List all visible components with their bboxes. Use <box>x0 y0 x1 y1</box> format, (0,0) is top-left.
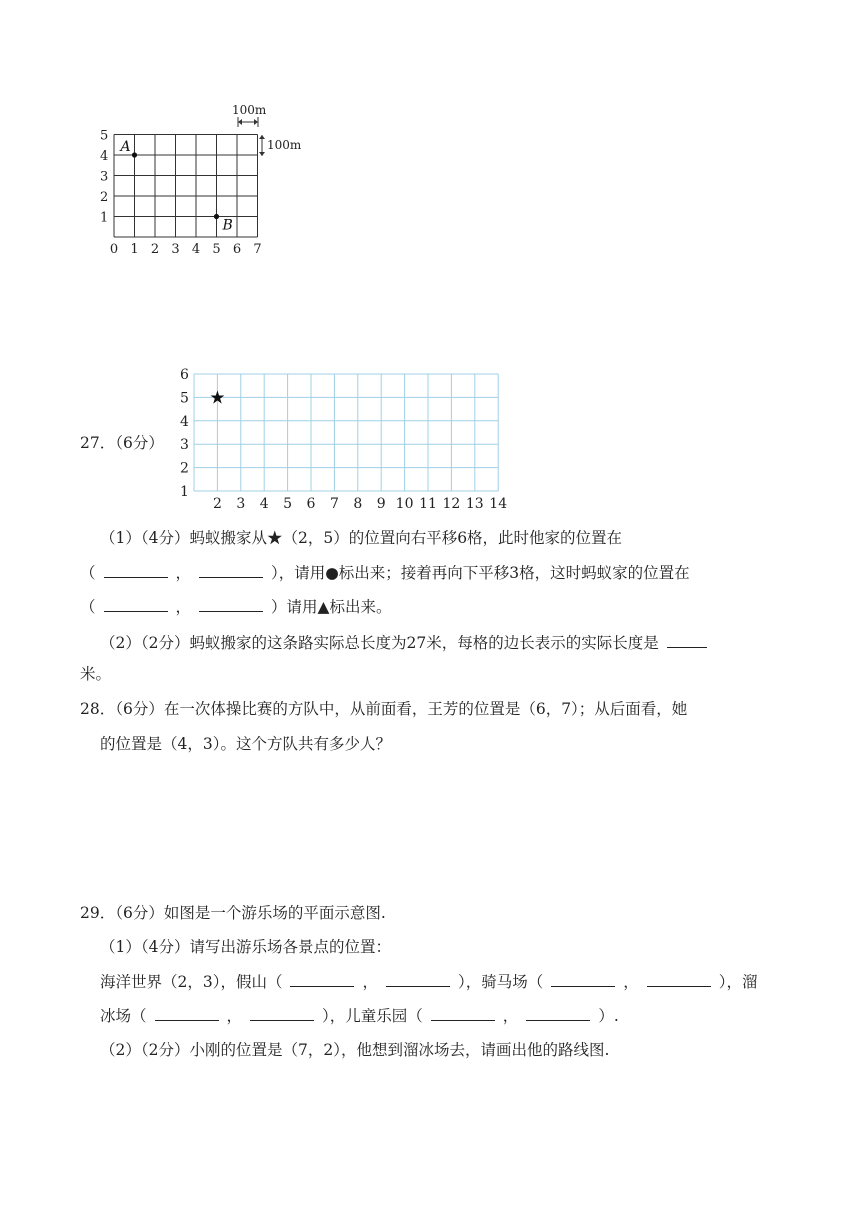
q27-p1-line2c: ），请用●标出来；接着再向下平移3格，这时蚂蚁家的位置在 <box>271 564 690 582</box>
q27-label: 27．（6分） <box>80 434 164 452</box>
q29-line3 <box>100 970 758 992</box>
q27-p1-line3c: ）请用▲标出来。 <box>271 598 392 616</box>
answer-blank-y1[interactable] <box>199 576 263 578</box>
fig1-x-tick: 0 <box>109 242 119 257</box>
q27-y-tick: 3 <box>180 437 189 454</box>
answer-blank-y2[interactable] <box>199 610 263 612</box>
q27-p2-line1 <box>100 631 715 653</box>
scale-h-label: 100m <box>232 103 267 117</box>
q29-line4d: ， <box>502 1007 519 1025</box>
q27-x-tick: 7 <box>329 496 339 512</box>
q27-p1-line2b: ， <box>175 564 192 582</box>
q29-line4a: 冰场（ <box>100 1007 147 1025</box>
scale-indicator-horizontal <box>232 103 267 127</box>
q27-x-tick: 5 <box>283 496 293 512</box>
q27-x-tick: 8 <box>353 496 363 512</box>
q27-p1-line3 <box>80 595 391 617</box>
q28-line2: 的位置是（4，3）。这个方队共有多少人？ <box>100 735 391 753</box>
q27-x-tick: 2 <box>212 496 222 512</box>
fig1-y-tick-labels <box>100 129 108 226</box>
q29-line4e: ）. <box>598 1007 619 1025</box>
q27-p2-text: （2）（2分）蚂蚁搬家的这条路实际总长度为27米，每格的边长表示的实际长度是 <box>100 634 659 652</box>
q27-p1-line2 <box>80 561 690 583</box>
q27-y-tick: 1 <box>180 484 189 500</box>
q27-p1-line3b: ， <box>175 598 192 616</box>
answer-blank-qima-x[interactable] <box>551 985 615 987</box>
q29-line3d: ， <box>623 973 639 991</box>
fig1-x-tick: 3 <box>171 242 180 257</box>
scale-v-label: 100m <box>267 138 302 152</box>
q29-line5: （2）（2分）小刚的位置是（7，2），他想到溜冰场去，请画出他的路线图. <box>100 1041 610 1059</box>
q29-line4c: ），儿童乐园（ <box>322 1007 423 1025</box>
fig1-y-tick: 2 <box>100 190 109 205</box>
q27-p1-line2a: （ <box>80 564 96 582</box>
answer-blank-ertong-y[interactable] <box>526 1019 590 1021</box>
answer-blank-ertong-x[interactable] <box>431 1019 495 1021</box>
map-grid-figure <box>92 100 322 260</box>
answer-blank-jiashan-x[interactable] <box>290 985 354 987</box>
answer-blank-x2[interactable] <box>104 610 168 612</box>
fig1-y-tick: 1 <box>100 210 109 226</box>
scale-indicator-vertical <box>259 135 302 156</box>
q27-y-tick: 6 <box>180 367 189 383</box>
q27-y-tick: 4 <box>180 413 189 430</box>
q27-y-tick-labels <box>180 367 189 500</box>
q29-line3e: ），溜 <box>718 973 758 991</box>
fig1-x-tick: 5 <box>212 242 221 257</box>
fig1-x-tick: 7 <box>253 242 262 257</box>
q27-x-tick: 14 <box>489 496 508 512</box>
fig1-grid-lines <box>114 135 258 238</box>
fig1-x-tick: 4 <box>191 242 201 257</box>
fig1-x-tick: 6 <box>232 242 242 257</box>
q27-y-tick: 2 <box>180 460 189 477</box>
q29-line3b: ， <box>362 973 378 991</box>
q27-p2-line2: 米。 <box>80 665 112 683</box>
q27-x-tick: 13 <box>465 496 484 512</box>
fig1-x-tick-labels <box>110 242 262 257</box>
q29-line2: （1）（4分）请写出游乐场各景点的位置： <box>100 938 391 956</box>
fig1-y-tick: 3 <box>100 169 109 185</box>
answer-blank-liubing-x[interactable] <box>155 1019 219 1021</box>
q27-x-tick: 12 <box>442 496 461 512</box>
q27-x-tick: 3 <box>236 496 246 512</box>
q27-x-tick: 6 <box>306 496 316 512</box>
q29-line3c: ），骑马场（ <box>458 973 544 991</box>
q27-x-tick: 9 <box>376 496 386 512</box>
answer-blank-jiashan-y[interactable] <box>386 985 450 987</box>
fig1-y-tick: 4 <box>100 149 109 164</box>
q27-x-tick: 11 <box>419 496 437 512</box>
q27-x-tick: 10 <box>395 496 414 512</box>
fig1-x-tick: 1 <box>130 242 139 257</box>
q27-p1-line1: （1）（4分）蚂蚁搬家从★（2，5）的位置向右平移6格，此时他家的位置在 <box>100 529 623 547</box>
q27-grid-lines <box>194 374 498 491</box>
star-marker: ★ <box>209 387 226 409</box>
answer-blank-liubing-y[interactable] <box>250 1019 314 1021</box>
point-b-dot <box>214 214 219 219</box>
answer-blank-x1[interactable] <box>104 576 168 578</box>
point-a-label: A <box>120 139 131 155</box>
point-b-label: B <box>222 217 233 234</box>
q27-x-tick: 4 <box>259 496 269 512</box>
q27-y-tick: 5 <box>180 390 189 407</box>
answer-blank-length[interactable] <box>667 646 707 648</box>
q27-p1-line3a: （ <box>80 598 96 616</box>
point-a-dot <box>132 152 137 157</box>
q29-line1: 29．（6分）如图是一个游乐场的平面示意图. <box>80 904 386 922</box>
fig1-x-tick: 2 <box>150 242 160 257</box>
fig1-y-tick: 5 <box>100 128 109 144</box>
q29-line3a: 海洋世界（2，3），假山（ <box>100 973 283 991</box>
q29-line4b: ， <box>226 1007 243 1025</box>
q29-line4 <box>100 1004 619 1026</box>
ant-grid-figure <box>168 366 513 514</box>
answer-blank-qima-y[interactable] <box>647 985 711 987</box>
q28-line1: 28．（6分）在一次体操比赛的方队中，从前面看，王芳的位置是（6，7）；从后面看，她 <box>80 700 688 718</box>
q27-x-tick-labels <box>213 496 507 512</box>
